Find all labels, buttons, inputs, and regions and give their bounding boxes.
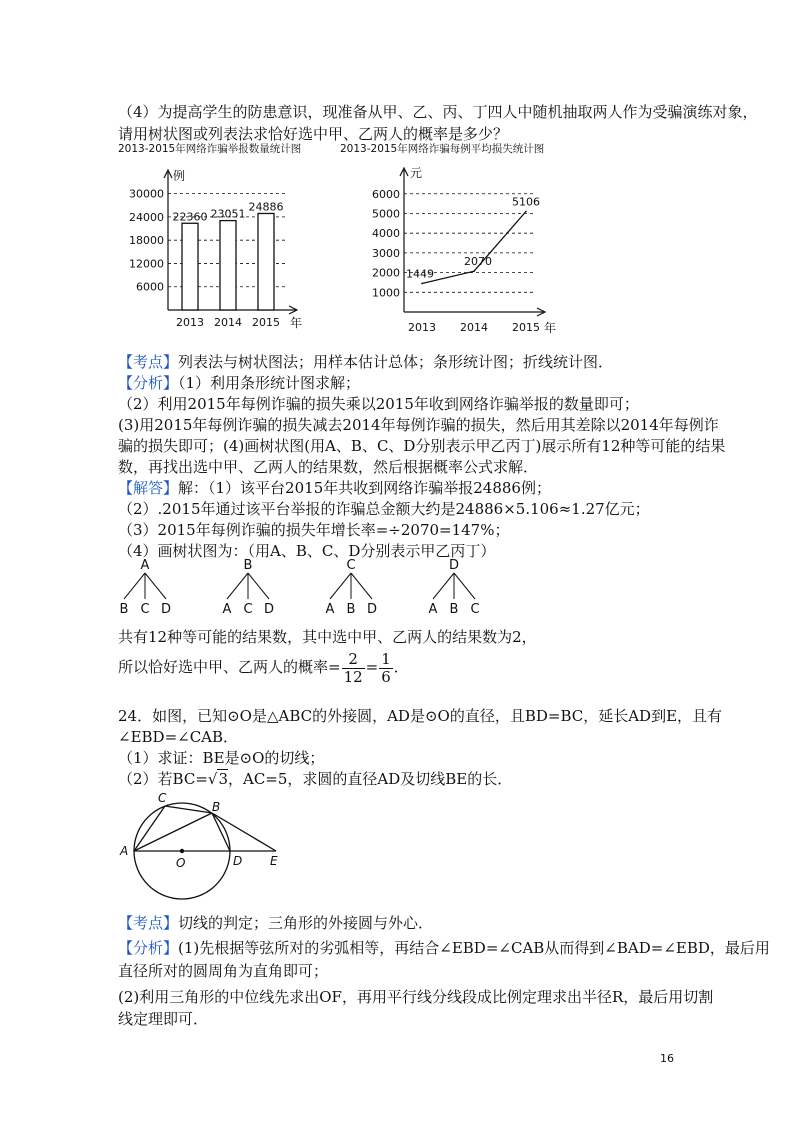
q4-line1: （4）为提高学生的防患意识，现准备从甲、乙、丙、丁四人中随机抽取两人作为受骗演练对象， bbox=[118, 103, 758, 121]
data-point bbox=[473, 270, 475, 272]
bar-value-label: 24886 bbox=[248, 200, 284, 214]
tree-leaf-label: B bbox=[346, 602, 356, 617]
fraction-denominator: 12 bbox=[343, 667, 363, 686]
page-number: 16 bbox=[660, 1052, 674, 1065]
bar bbox=[258, 213, 274, 310]
q4-line2: 请用树状图或列表法求恰好选中甲、乙两人的概率是多少？ bbox=[118, 125, 509, 143]
fenxi-1 bbox=[118, 373, 360, 393]
bar-chart-title: 2013-2015年网络诈骗举报数量统计图 bbox=[118, 143, 302, 155]
period: ． bbox=[393, 658, 409, 676]
tree-branch bbox=[454, 573, 475, 599]
y-tick-label: 5000 bbox=[372, 207, 400, 221]
tree-branch bbox=[351, 573, 372, 599]
fenxi-text-5: 数，再找出选中甲、乙两人的结果数，然后根据概率公式求解． bbox=[118, 458, 539, 476]
jieda-text-2: （2）.2015年通过该平台举报的诈骗总金额大约是24886×5.106≈1.27亿元； bbox=[118, 500, 650, 518]
x-tick-label: 2014 bbox=[460, 321, 488, 334]
jieda-tag: 【解答】 bbox=[118, 479, 179, 497]
tree-leaf-label: B bbox=[119, 602, 129, 617]
x-tick-label: 2015 bbox=[512, 321, 540, 334]
tree-leaf-label: C bbox=[470, 602, 480, 617]
tree-leaf-label: D bbox=[263, 602, 275, 617]
fenxi-text-1: （1）利用条形统计图求解； bbox=[178, 374, 361, 392]
jieda-1 bbox=[118, 478, 551, 498]
tree-branch bbox=[330, 573, 351, 599]
y-tick-label: 24000 bbox=[129, 210, 164, 224]
y-tick-label: 6000 bbox=[136, 280, 164, 294]
tree-branch bbox=[145, 573, 166, 599]
sqrt-sign: √ bbox=[207, 770, 218, 788]
tree-leaf-label: B bbox=[449, 602, 459, 617]
q24-fenxi bbox=[118, 938, 770, 958]
x-tick-label: 2015 bbox=[252, 316, 280, 329]
sqrt-value: 3 bbox=[218, 770, 228, 788]
tree-branch bbox=[124, 573, 145, 599]
line-chart bbox=[360, 160, 560, 340]
tree-leaf-label: C bbox=[140, 602, 150, 617]
label-a: A bbox=[120, 844, 129, 858]
fraction-denominator: 6 bbox=[381, 667, 391, 686]
result-line-1: 共有12种等可能的结果数，其中选中甲、乙两人的结果数为2， bbox=[118, 628, 537, 646]
q24-fenxi-text-2: 直径所对的圆周角为直角即可； bbox=[118, 962, 329, 980]
label-d: D bbox=[233, 854, 243, 868]
data-point bbox=[525, 211, 527, 213]
tree-root-label: B bbox=[243, 558, 253, 573]
y-tick-label: 6000 bbox=[372, 187, 400, 201]
tree-diagram bbox=[115, 555, 535, 625]
bar-value-label: 22360 bbox=[172, 210, 208, 224]
fenxi-text-3: (3)用2015年每例诈骗的损失减去2014年每例诈骗的损失，然后用其差除以2014年每例诈 bbox=[118, 416, 719, 434]
equals-sign: = bbox=[365, 658, 379, 676]
bar bbox=[220, 221, 236, 310]
q24-fenxi-text-1: (1)先根据等弦所对的劣弧相等，再结合∠EBD=∠CAB从而得到∠BAD=∠EBD，最后用 bbox=[178, 939, 770, 957]
jieda-text-3: （3）2015年每例诈骗的损失年增长率=÷2070=147%； bbox=[118, 521, 510, 539]
kaodian-text: 列表法与树状图法；用样本估计总体；条形统计图；折线统计图． bbox=[178, 353, 614, 371]
fraction-numerator: 1 bbox=[381, 649, 391, 668]
tree-branch bbox=[227, 573, 248, 599]
q24-kaodian-text: 切线的判定；三角形的外接圆与外心． bbox=[178, 914, 434, 932]
x-axis-unit: 年 bbox=[544, 321, 557, 335]
fraction-2-12 bbox=[342, 651, 365, 686]
jieda-text-1: 解：（1）该平台2015年共收到网络诈骗举报24886例； bbox=[178, 479, 551, 497]
q24-line1: 24．如图，已知⊙O是△ABC的外接圆，AD是⊙O的直径，且BD=BC，延长AD到E，且有 bbox=[118, 707, 723, 725]
bar bbox=[182, 223, 198, 310]
x-axis-unit: 年 bbox=[290, 316, 303, 330]
tree-branch bbox=[248, 573, 269, 599]
q24-kaodian bbox=[118, 913, 433, 933]
y-tick-label: 12000 bbox=[129, 257, 164, 271]
label-c: C bbox=[158, 791, 167, 805]
y-tick-label: 30000 bbox=[129, 187, 164, 201]
x-tick-label: 2013 bbox=[408, 321, 436, 334]
fraction-numerator: 2 bbox=[342, 651, 365, 669]
segment-ac bbox=[134, 806, 165, 851]
q24-line3: （1）求证：BE是⊙O的切线； bbox=[118, 749, 325, 767]
circle-geometry-figure bbox=[118, 785, 288, 885]
q24-line2: ∠EBD=∠CAB． bbox=[118, 728, 239, 746]
data-point bbox=[421, 283, 423, 285]
q24-kaodian-tag: 【考点】 bbox=[118, 914, 179, 932]
label-e: E bbox=[270, 854, 278, 868]
tree-leaf-label: A bbox=[428, 602, 438, 617]
result-line-2 bbox=[118, 650, 409, 686]
kaodian-tag: 【考点】 bbox=[118, 353, 179, 371]
tree-leaf-label: A bbox=[222, 602, 232, 617]
q24-fenxi-text-4: 线定理即可． bbox=[118, 1010, 209, 1028]
q24-fenxi-tag: 【分析】 bbox=[118, 939, 179, 957]
tree-leaf-label: D bbox=[366, 602, 378, 617]
line-chart-title: 2013-2015年网络诈骗每例平均损失统计图 bbox=[340, 143, 545, 155]
label-o: O bbox=[176, 856, 186, 870]
data-value-label: 5106 bbox=[512, 195, 540, 209]
y-tick-label: 3000 bbox=[372, 246, 400, 260]
y-axis-unit: 例 bbox=[173, 169, 186, 183]
tree-leaf-label: D bbox=[160, 602, 172, 617]
data-value-label: 2070 bbox=[464, 255, 492, 269]
tree-root-label: A bbox=[140, 558, 150, 573]
tree-root-label: D bbox=[448, 558, 460, 573]
result-text: 所以恰好选中甲、乙两人的概率= bbox=[118, 658, 341, 676]
x-tick-label: 2013 bbox=[176, 316, 204, 329]
tree-branch bbox=[433, 573, 454, 599]
fenxi-text-2: （2）利用2015年每例诈骗的损失乘以2015年收到网络诈骗举报的数量即可； bbox=[118, 395, 639, 413]
label-b: B bbox=[212, 800, 221, 814]
q24-line4-pre: （2）若BC= bbox=[118, 770, 208, 788]
q24-line4-post: ，AC=5，求圆的直径AD及切线BE的长． bbox=[228, 770, 513, 788]
q24-fenxi-text-3: (2)利用三角形的中位线先求出OF，再用平行线分线段成比例定理求出半径R，最后用切割 bbox=[118, 988, 714, 1006]
y-tick-label: 18000 bbox=[129, 234, 164, 248]
fenxi-text-4: 骗的损失即可；(4)画树状图(用A、B、C、D分别表示甲乙丙丁)展示所有12种等可能的结果 bbox=[118, 437, 726, 455]
tree-leaf-label: A bbox=[325, 602, 335, 617]
y-tick-label: 4000 bbox=[372, 227, 400, 241]
y-tick-label: 1000 bbox=[372, 286, 400, 300]
kaodian-1 bbox=[118, 352, 613, 372]
y-axis-unit: 元 bbox=[410, 166, 423, 180]
center-point bbox=[180, 849, 184, 853]
x-tick-label: 2014 bbox=[214, 316, 242, 329]
y-tick-label: 2000 bbox=[372, 266, 400, 280]
series-line bbox=[422, 211, 526, 283]
bar-chart bbox=[120, 160, 320, 340]
data-value-label: 1449 bbox=[406, 267, 434, 281]
tree-leaf-label: C bbox=[243, 602, 253, 617]
fraction-1-6 bbox=[379, 651, 393, 686]
tree-root-label: C bbox=[346, 558, 356, 573]
jieda-text-4: （4）画树状图为：（用A、B、C、D分别表示甲乙丙丁） bbox=[118, 542, 496, 560]
fenxi-tag: 【分析】 bbox=[118, 374, 179, 392]
bar-value-label: 23051 bbox=[210, 207, 246, 221]
